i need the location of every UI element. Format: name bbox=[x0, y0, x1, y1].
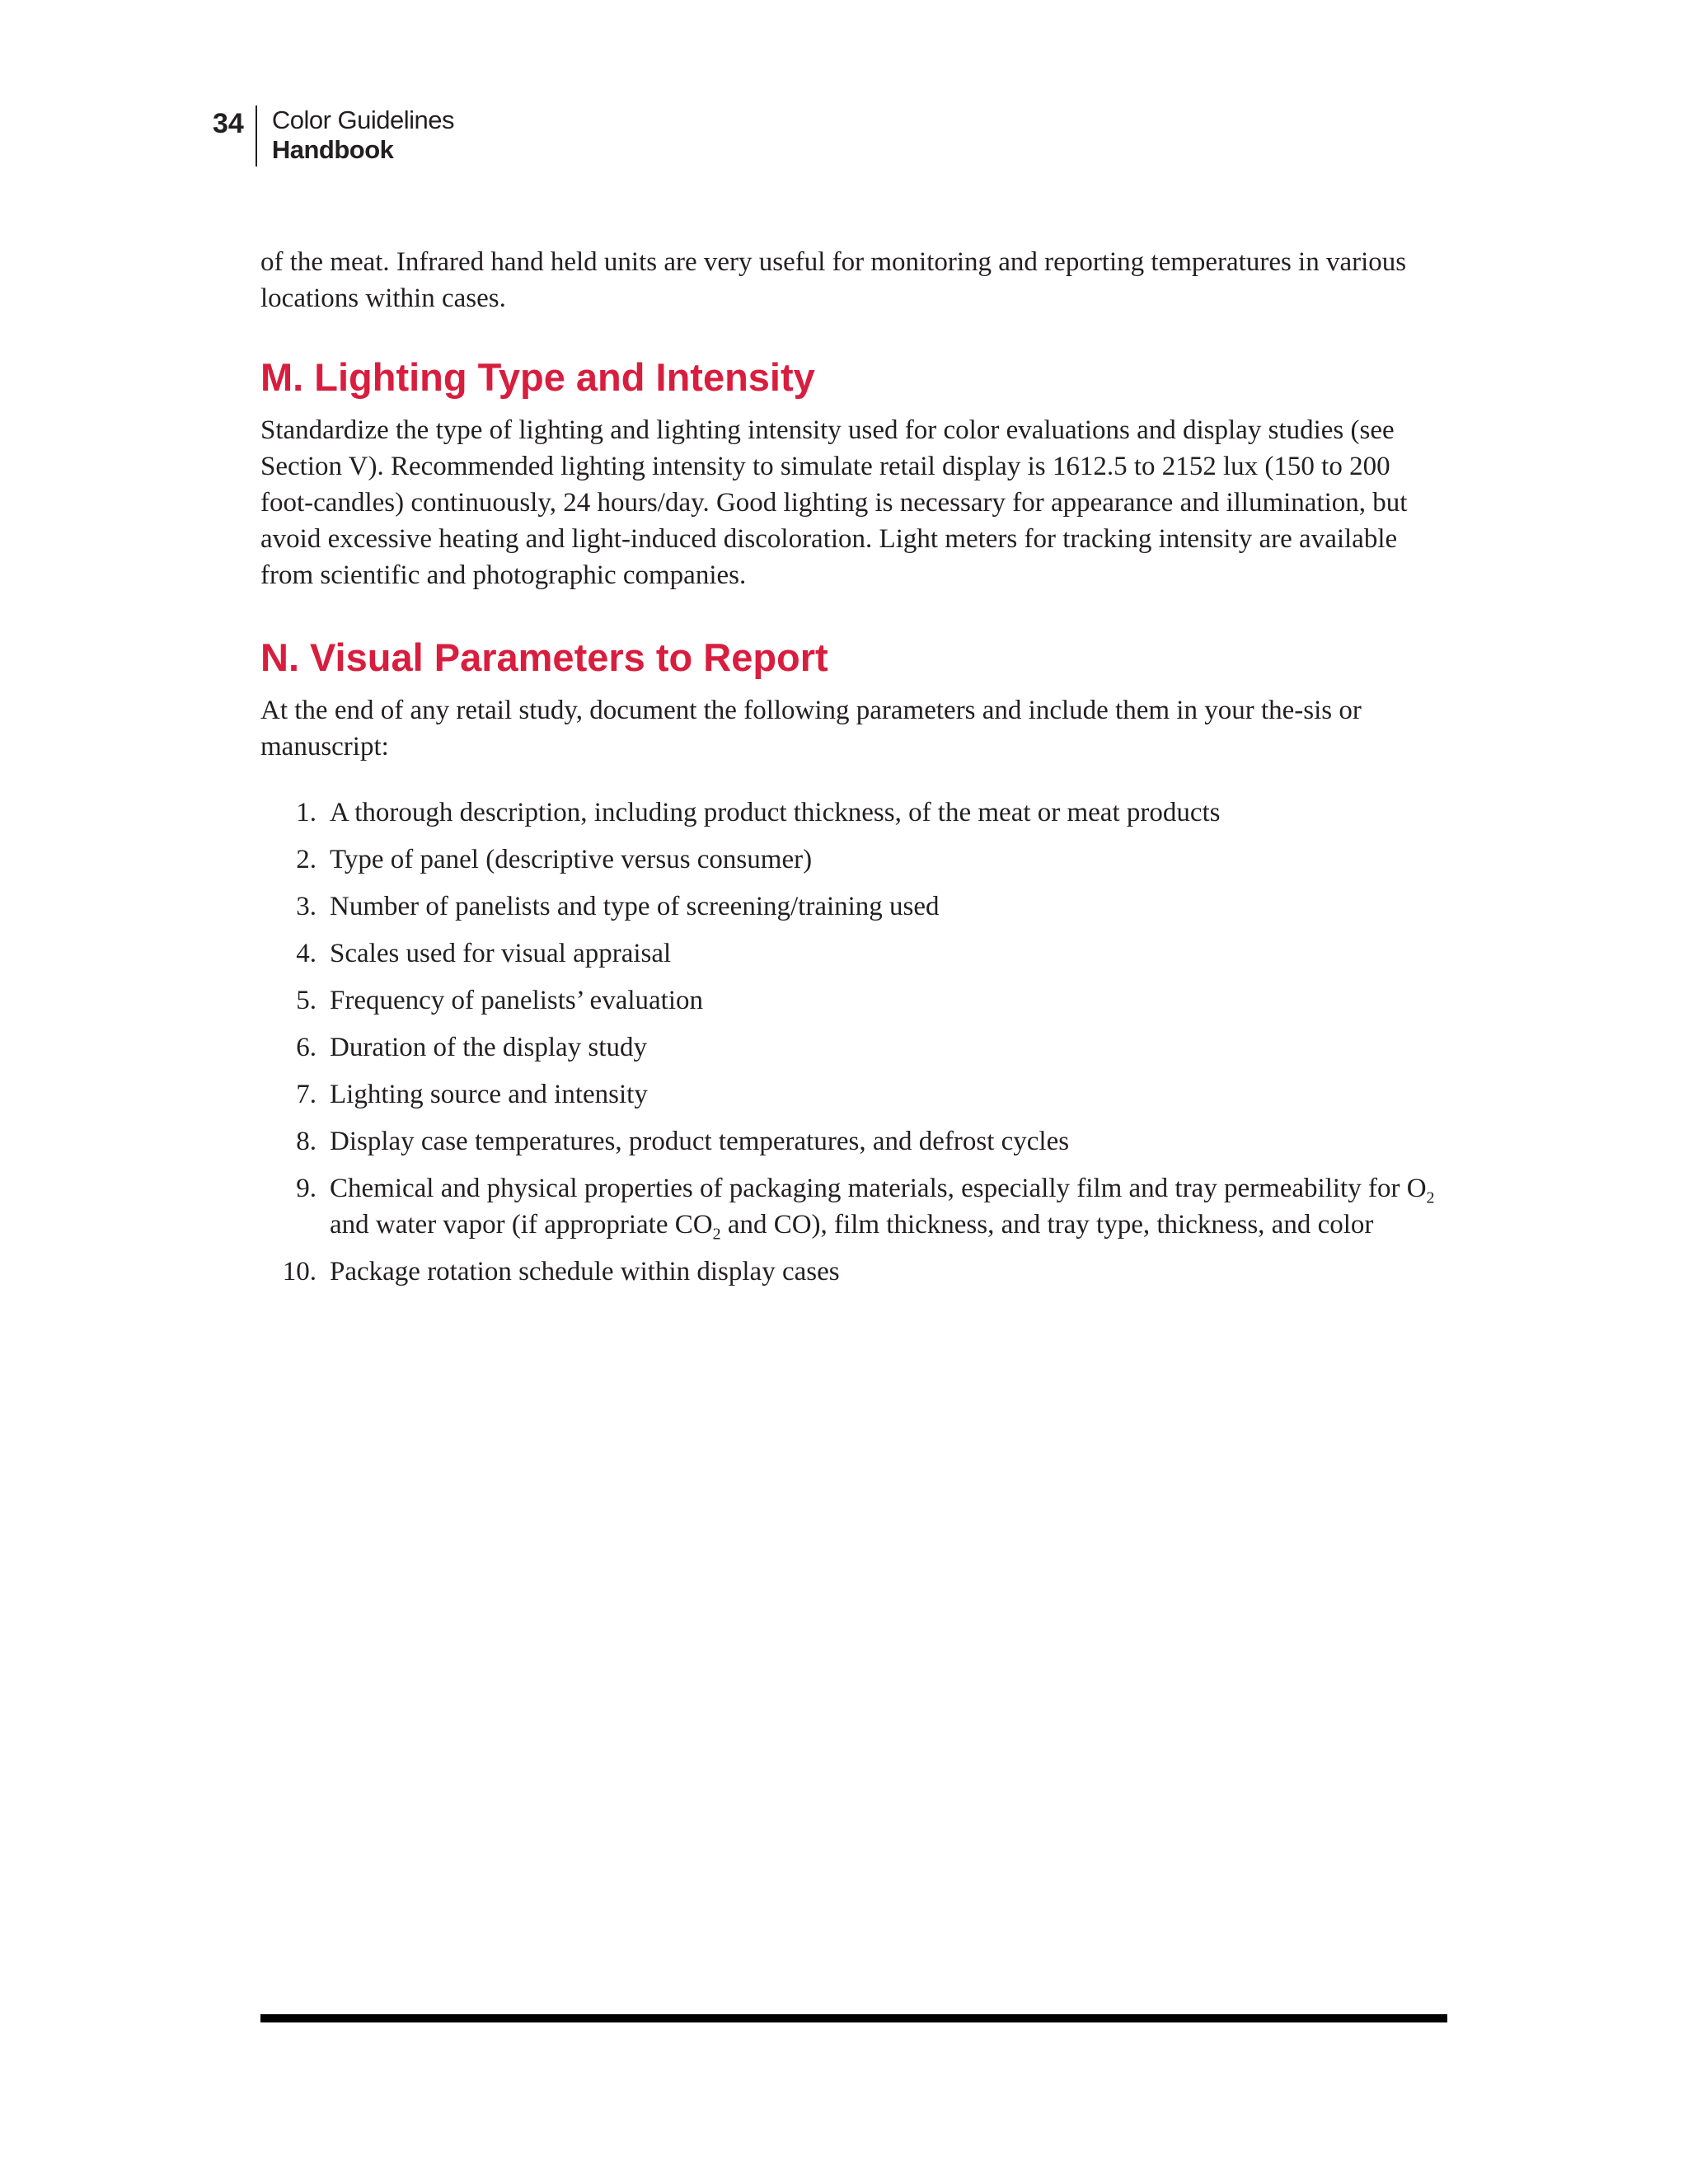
list-item-text: Type of panel (descriptive versus consumer) bbox=[330, 845, 813, 874]
list-item-number: 7. bbox=[296, 1080, 316, 1109]
list-item bbox=[260, 982, 1447, 1019]
list-item-number: 1. bbox=[296, 798, 316, 827]
subscript: 2 bbox=[1426, 1188, 1435, 1207]
list-item bbox=[260, 888, 1447, 925]
list-item-text-part: Chemical and physical properties of packaging materials, especially film and tray permeability for O bbox=[330, 1174, 1427, 1203]
list-item-text: Lighting source and intensity bbox=[330, 1080, 648, 1109]
page-content bbox=[260, 244, 1447, 1301]
header-title-line2: Handbook bbox=[271, 135, 394, 164]
section-m-heading: M. Lighting Type and Intensity bbox=[260, 355, 815, 399]
list-item-text: Number of panelists and type of screening/training used bbox=[330, 892, 940, 921]
list-item-number: 10. bbox=[282, 1257, 316, 1286]
list-item bbox=[260, 1029, 1447, 1066]
list-item-number: 2. bbox=[296, 845, 316, 874]
list-item bbox=[260, 1076, 1447, 1113]
list-item-number: 8. bbox=[296, 1127, 316, 1156]
list-item-number: 3. bbox=[296, 892, 316, 921]
list-item bbox=[260, 935, 1447, 972]
list-item-number: 4. bbox=[296, 939, 316, 968]
parameters-list bbox=[260, 794, 1447, 1290]
section-n-body: At the end of any retail study, document the following parameters and include them in your the-sis or manuscript: bbox=[260, 696, 1362, 762]
section-n-heading: N. Visual Parameters to Report bbox=[260, 635, 828, 679]
list-item-number: 9. bbox=[296, 1174, 316, 1203]
running-header bbox=[213, 105, 454, 166]
list-item bbox=[260, 1123, 1447, 1160]
list-item-text-part: and CO), film thickness, and tray type, thickness, and color bbox=[720, 1210, 1374, 1240]
list-item-text: A thorough description, including product thickness, of the meat or meat products bbox=[330, 798, 1221, 827]
list-item-text bbox=[330, 1170, 1447, 1243]
list-item-text: Frequency of panelists’ evaluation bbox=[330, 986, 703, 1015]
header-title-line1: Color Guidelines bbox=[271, 105, 454, 134]
list-item bbox=[260, 841, 1447, 878]
list-item-text: Package rotation schedule within display cases bbox=[330, 1257, 840, 1286]
footer-rule bbox=[260, 2014, 1447, 2022]
subscript: 2 bbox=[712, 1225, 721, 1244]
list-item-text: Display case temperatures, product temperatures, and defrost cycles bbox=[330, 1127, 1070, 1156]
section-m bbox=[260, 354, 1447, 593]
page-number: 34 bbox=[213, 108, 244, 139]
header-titles bbox=[257, 105, 454, 165]
section-m-body: Standardize the type of lighting and lighting intensity used for color evaluations and display studies (see Section V). Recommended lighting intensity to simulate retail display is 1612.5 to 2152 lux (150 to 200 foot-candles) continuously, 24 hours/day. Good lighting is necessary for appearance and illumination, but avoid excessive heating and light-induced discoloration. Light meters for tracking intensity are available from scientific and photographic companies. bbox=[260, 415, 1408, 590]
list-item-text: Scales used for visual appraisal bbox=[330, 939, 672, 968]
list-item-text: Duration of the display study bbox=[330, 1033, 647, 1062]
list-item-number: 6. bbox=[296, 1033, 316, 1062]
intro-paragraph: of the meat. Infrared hand held units are very useful for monitoring and reporting temperatures in various locations within cases. bbox=[260, 247, 1407, 313]
list-item-number: 5. bbox=[296, 986, 316, 1015]
list-item bbox=[260, 1254, 1447, 1290]
list-item-text-part: and water vapor (if appropriate CO bbox=[330, 1210, 713, 1240]
section-n bbox=[260, 635, 1447, 1290]
list-item bbox=[260, 794, 1447, 831]
list-item bbox=[260, 1170, 1447, 1243]
